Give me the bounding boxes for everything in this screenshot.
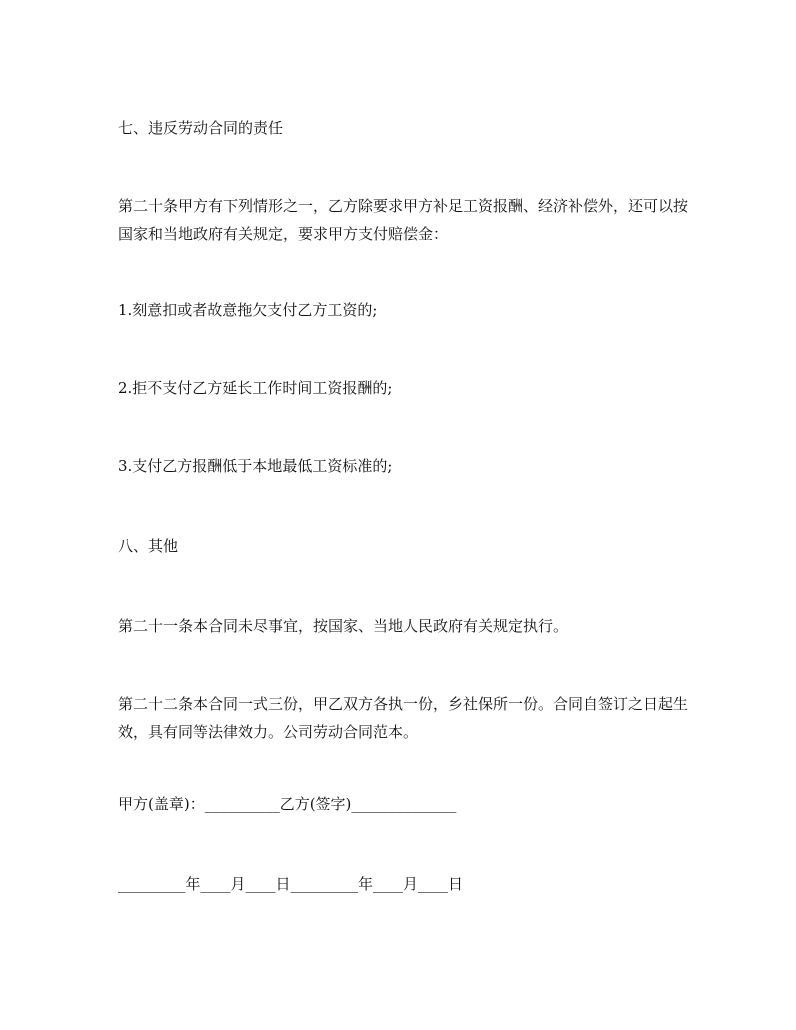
list-item-3: 3.支付乙方报酬低于本地最低工资标准的; — [118, 457, 393, 475]
article-21-paragraph: 第二十一条本合同未尽事宜，按国家、当地人民政府有关规定执行。 — [118, 617, 569, 635]
article-22-paragraph: 第二十二条本合同一式三份，甲乙双方各执一份，乡社保所一份。合同自签订之日起生效，具有同等法律效力。公司劳动合同范本。 — [118, 695, 689, 741]
date-line: _________年____月____日_________年____月____日 — [118, 875, 464, 893]
list-item-1: 1.刻意扣或者故意拖欠支付乙方工资的; — [118, 301, 378, 319]
article-20-paragraph: 第二十条甲方有下列情形之一，乙方除要求甲方补足工资报酬、经济补偿外，还可以按国家和当地政府有关规定，要求甲方支付赔偿金： — [118, 197, 689, 243]
list-item-2: 2.拒不支付乙方延长工作时间工资报酬的; — [118, 379, 393, 397]
section-7-heading: 七、违反劳动合同的责任 — [118, 119, 284, 137]
signature-line: 甲方(盖章)：__________乙方(签字)______________ — [118, 795, 457, 813]
section-8-heading: 八、其他 — [118, 537, 179, 555]
